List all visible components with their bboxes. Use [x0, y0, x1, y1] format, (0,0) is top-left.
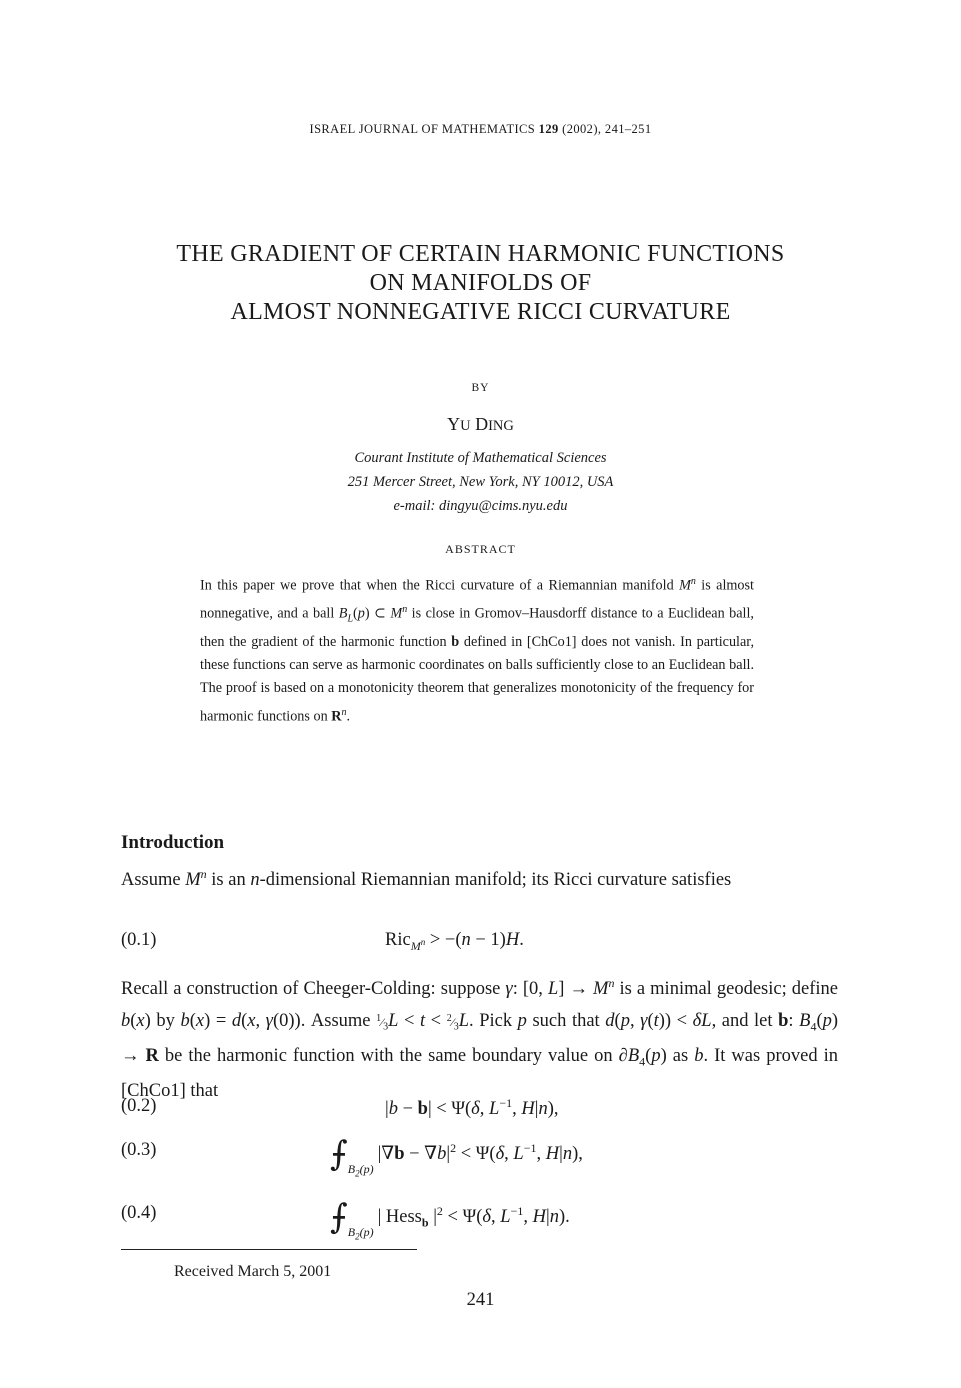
equation-0-2: |b − b| < Ψ(δ, $L^{-1}$, H|n),	[385, 1096, 559, 1120]
equation-label-0-3: (0.3)	[121, 1140, 157, 1160]
author-affiliation	[0, 446, 961, 518]
section-heading-introduction: Introduction	[121, 832, 225, 853]
journal-volume: 129	[538, 122, 559, 136]
title-line-2: ON MANIFOLDS OF	[369, 270, 592, 296]
footnote-rule	[121, 1249, 417, 1250]
email-label: e-mail:	[393, 498, 436, 514]
affiliation-institution: Courant Institute of Mathematical Sciences	[354, 450, 607, 466]
title-line-1: THE GRADIENT OF CERTAIN HARMONIC FUNCTIONS	[176, 241, 785, 267]
abstract-heading: ABSTRACT	[445, 542, 516, 556]
journal-year-pages: (2002), 241–251	[562, 122, 652, 136]
average-integral-sign: ⨍	[330, 1136, 348, 1173]
author-name: YU DING	[447, 414, 514, 434]
title-line-3: ALMOST NONNEGATIVE RICCI CURVATURE	[230, 299, 731, 325]
intro-paragraph-1: Assume $M^n$ is an n-dimensional Riemannian manifold; its Ricci curvature satisfies	[121, 867, 732, 891]
equation-label-0-4: (0.4)	[121, 1203, 157, 1223]
intro-paragraph-2: Recall a construction of Cheeger-Colding: suppose γ: [0, $L] \to M^n$ is a minimal geodesic; define b(x) by b(x) = d(x, γ(0)). Assume $^1⁄_3L < t$ < $^2⁄_3L$. Pick p such that d(p, γ(t)) < δL, and let b: $B_4(p) \to R$ be the harmonic function with the same boundary value on $\partial B_4(p)$ as b. It was proved in [ChCo1] that	[121, 976, 839, 1101]
affiliation-email-line	[0, 494, 961, 518]
average-integral-sign: ⨍	[330, 1199, 348, 1236]
received-date: Received March 5, 2001	[174, 1263, 332, 1280]
running-head	[0, 122, 961, 137]
paper-title	[0, 240, 961, 327]
equation-0-1: Ric$_{M^n}$ > −(n − 1)H.	[385, 930, 524, 953]
equation-0-3: $⨍_{B_2(p)}|\nabla b - \nabla b|^2 < \Psi(\delta$, $L^{-1}$, H|n),	[330, 1136, 583, 1179]
by-label: BY	[471, 382, 490, 394]
equation-label-0-1: (0.1)	[121, 930, 157, 950]
abstract-body: In this paper we prove that when the Ricci curvature of a Riemannian manifold $M^n$ is almost nonnegative, and a ball $B_L(p)$ ⊂ $M^n$ is close in Gromov–Hausdorff distance to a Euclidean ball, then the gradient of the harmonic function b defined in [ChCo1] does not vanish. In particular, these functions can serve as harmonic coordinates on balls sufficiently close to an Euclidean ball. The proof is based on a monotonicity theorem that generalizes monotonicity of the frequency for harmonic functions on $R^n$.	[200, 576, 754, 725]
equation-0-4: $⨍_{B_2(p)}|$ Hess$_b$ $|^2 < \Psi(\delta$, $L^{-1}$, H|n).	[330, 1199, 570, 1242]
email-address: dingyu@cims.nyu.edu	[438, 498, 568, 514]
equation-label-0-2: (0.2)	[121, 1096, 157, 1116]
affiliation-address: 251 Mercer Street, New York, NY 10012, USA	[347, 474, 614, 490]
journal-name: ISRAEL JOURNAL OF MATHEMATICS	[309, 122, 536, 136]
page-number: 241	[466, 1290, 495, 1310]
